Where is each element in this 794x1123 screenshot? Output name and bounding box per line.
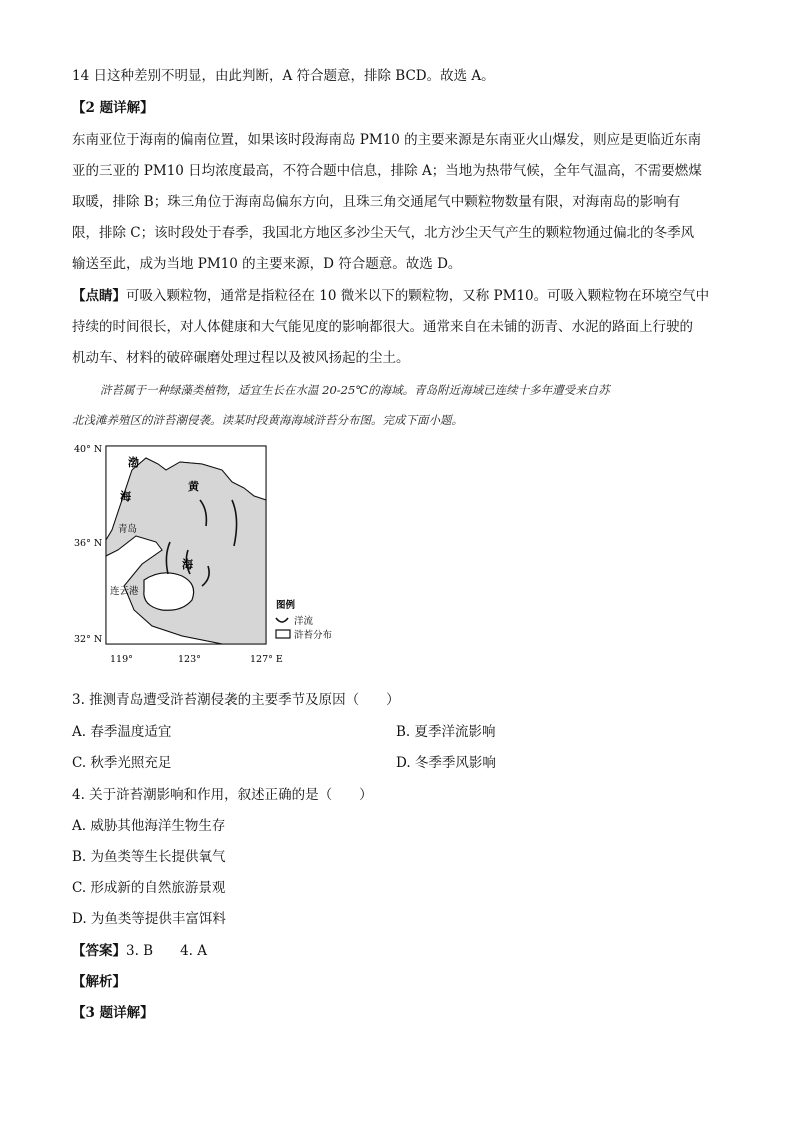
section-header-q3: 【3 题详解】 xyxy=(72,1005,154,1021)
intro-line: 浒苔属于一种绿藻类植物，适宜生长在水温 20-25℃的海域。青岛附近海域已连续十多年遭受来自苏 xyxy=(100,383,610,397)
algae-distribution xyxy=(144,573,194,610)
text-line: 限，排除 C；该时段处于春季，我国北方地区多沙尘天气，北方沙尘天气产生的颗粒物通过偏北的冬季风 xyxy=(72,225,695,241)
q4-option-b: B. 为鱼类等生长提供氧气 xyxy=(72,849,226,865)
text-line: 东南亚位于海南的偏南位置，如果该时段海南岛 PM10 的主要来源是东南亚火山爆发，则应是更临近东南 xyxy=(72,132,702,148)
text-line: 亚的三亚的 PM10 日均浓度最高，不符合题中信息，排除 A；当地为热带气候，全年气温高，不需要燃煤 xyxy=(72,163,702,179)
lat-label: 32° N xyxy=(74,634,103,645)
q3-option-b: B. 夏季洋流影响 xyxy=(396,724,496,740)
q3-option-d: D. 冬季季风影响 xyxy=(396,755,496,771)
section-header-answer: 【答案】 xyxy=(72,943,126,959)
legend-algae-label: 浒苔分布 xyxy=(294,630,333,641)
q4-option-a: A. 威胁其他海洋生物生存 xyxy=(72,818,226,834)
legend-title: 图例 xyxy=(276,600,296,611)
q3-option-c: C. 秋季光照充足 xyxy=(72,755,172,771)
text-line: 14 日这种差别不明显，由此判断，A 符合题意，排除 BCD。故选 A。 xyxy=(72,68,495,84)
sea-label: 海 xyxy=(120,490,131,503)
text-line: 取暖，排除 B；珠三角位于海南岛偏东方向，且珠三角交通尾气中颗粒物数量有限，对海南岛的影响有 xyxy=(72,194,681,210)
lon-label: 119° xyxy=(110,654,133,665)
question-4-stem: 4. 关于浒苔潮影响和作用，叙述正确的是（ ） xyxy=(72,787,373,803)
question-3-stem: 3. 推测青岛遭受浒苔潮侵袭的主要季节及原因（ ） xyxy=(72,692,400,708)
sea-label: 海 xyxy=(182,558,193,571)
text-line: 输送至此，成为当地 PM10 的主要来源，D 符合题意。故选 D。 xyxy=(72,256,462,272)
city-label-lianyungang: 连云港 xyxy=(110,586,139,597)
section-header-analysis: 【解析】 xyxy=(72,974,126,990)
yellow-sea-algae-map xyxy=(72,440,372,670)
section-header-key-points: 【点睛】 xyxy=(72,288,126,304)
section-header-q2: 【2 题详解】 xyxy=(72,100,154,116)
legend-algae-icon xyxy=(276,630,290,638)
sea-label: 黄 xyxy=(188,480,199,493)
lon-label: 127° E xyxy=(250,654,283,665)
q4-option-d: D. 为鱼类等提供丰富饵料 xyxy=(72,911,226,927)
lat-label: 40° N xyxy=(74,444,103,455)
intro-line: 北浅滩养殖区的浒苔潮侵袭。读某时段黄海海域浒苔分布图。完成下面小题。 xyxy=(72,413,463,427)
lat-label: 36° N xyxy=(74,538,103,549)
text-line: 持续的时间很长，对人体健康和大气能见度的影响都很大。通常来自在未铺的沥青、水泥的路面上行驶的 xyxy=(72,319,693,335)
sea-label: 渤 xyxy=(128,456,139,469)
text-line: 机动车、材料的破碎碾磨处理过程以及被风扬起的尘土。 xyxy=(72,350,410,366)
key-points-line xyxy=(72,286,709,306)
q3-option-a: A. 春季温度适宜 xyxy=(72,724,172,740)
legend-current-icon xyxy=(276,618,288,622)
answer-line xyxy=(72,941,207,961)
q4-option-c: C. 形成新的自然旅游景观 xyxy=(72,880,226,896)
legend-current-label: 洋流 xyxy=(294,616,314,627)
answer-text: 3. B 4. A xyxy=(126,943,208,959)
lon-label: 123° xyxy=(178,654,201,665)
text-span: 可吸入颗粒物，通常是指粒径在 10 微米以下的颗粒物，又称 PM10。可吸入颗粒物在环境空气中 xyxy=(126,288,710,304)
city-label-qingdao: 青岛 xyxy=(118,524,138,535)
